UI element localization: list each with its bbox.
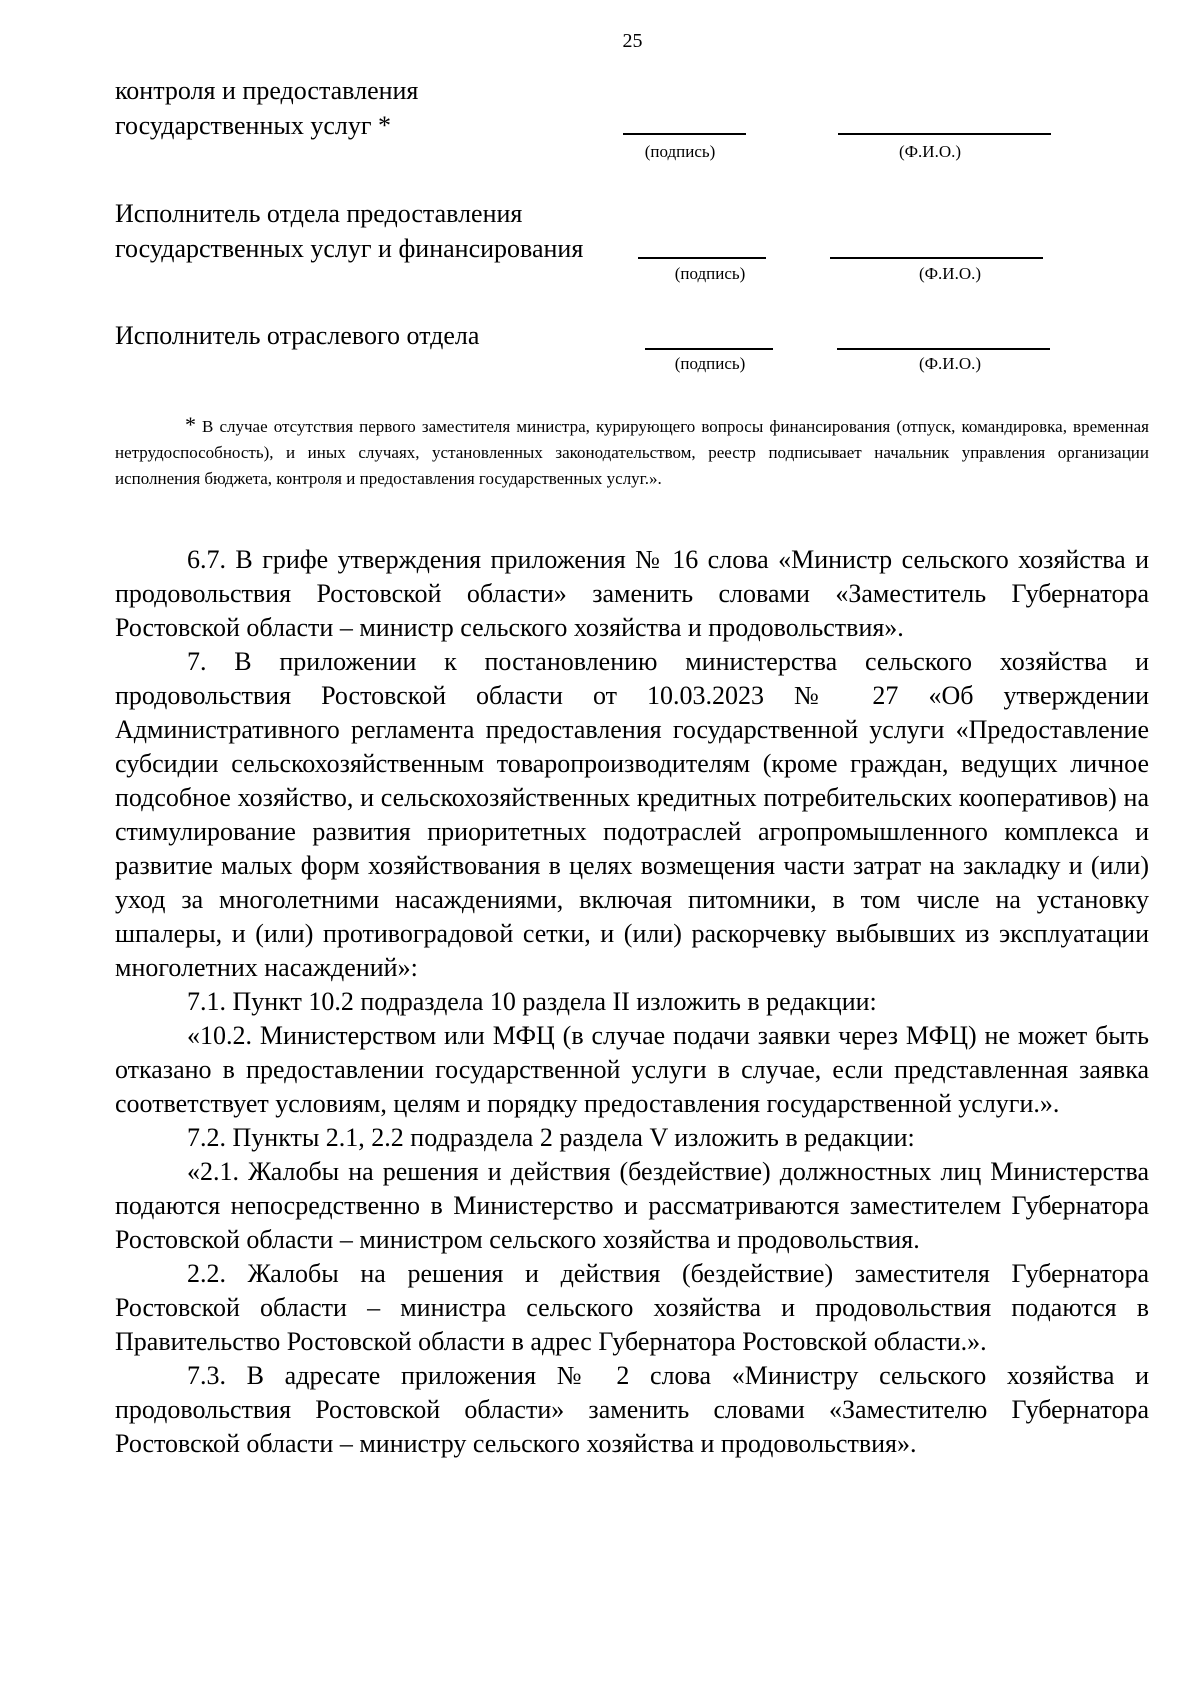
signature-caption: (подпись)	[674, 354, 746, 373]
signature-line	[638, 257, 766, 259]
signature-label-line: государственных услуг *	[115, 111, 392, 140]
signature-caption: (подпись)	[674, 264, 746, 283]
name-line	[837, 348, 1050, 350]
page-number: 25	[622, 30, 643, 52]
paragraph-7-1: 7.1. Пункт 10.2 подраздела 10 раздела II изложить в редакции:	[187, 987, 877, 1016]
signature-label-line: Исполнитель отраслевого отдела	[115, 321, 480, 350]
footnote	[115, 412, 1149, 492]
name-caption: (Ф.И.О.)	[918, 354, 982, 373]
signature-caption: (подпись)	[644, 142, 716, 161]
signature-label-finance	[115, 196, 583, 266]
name-line	[830, 257, 1043, 259]
paragraph-7: 7. В приложении к постановлению министерства сельского хозяйства и продовольствия Ростовской области от 10.03.2023 № 27 «Об утверждении Административного регламента предоставления государственной услуги «Предоставление субсидии сельскохозяйственным товаропроизводителям (кроме граждан, ведущих личное подсобное хозяйство, и сельскохозяйственных кредитных потребительских кооперативов) на стимулирование развития приоритетных подотраслей агропромышленного комплекса и развитие малых форм хозяйствования в целях возмещения части затрат на закладку и (или) уход за многолетними насаждениями, включая питомники, в том числе на установку шпалеры, и (или) противоградовой сетки, и (или) раскорчевку выбывших из эксплуатации многолетних насаждений»:	[115, 647, 1149, 982]
paragraph-7-3: 7.3. В адресате приложения № 2 слова «Министру сельского хозяйства и продовольствия Ростовской области» заменить словами «Заместителю Губернатора Ростовской области – министру сельского хозяйства и продовольствия».	[115, 1361, 1149, 1458]
footnote-marker: *	[185, 412, 196, 437]
signature-label-control	[115, 73, 418, 143]
main-text	[115, 543, 1149, 1461]
signature-label-line: государственных услуг и финансирования	[115, 234, 584, 263]
paragraph-2-2: 2.2. Жалобы на решения и действия (бездействие) заместителя Губернатора Ростовской области – министра сельского хозяйства и продовольствия подаются в Правительство Ростовской области в адрес Губернатора Ростовской области.».	[115, 1259, 1149, 1356]
signature-label-branch	[115, 318, 479, 353]
signature-label-line: Исполнитель отдела предоставления	[115, 199, 523, 228]
paragraph-6-7: 6.7. В грифе утверждения приложения № 16 слова «Министр сельского хозяйства и продовольствия Ростовской области» заменить словами «Заместитель Губернатора Ростовской области – министр сельского хозяйства и продовольствия».	[115, 545, 1149, 642]
signature-line	[645, 348, 773, 350]
signature-label-line: контроля и предоставления	[115, 76, 419, 105]
paragraph-2-1: «2.1. Жалобы на решения и действия (бездействие) должностных лиц Министерства подаются непосредственно в Министерство и рассматриваются заместителем Губернатора Ростовской области – министром сельского хозяйства и продовольствия.	[115, 1157, 1149, 1254]
signature-line	[623, 133, 746, 135]
name-caption: (Ф.И.О.)	[898, 142, 962, 161]
footnote-text: В случае отсутствия первого заместителя министра, курирующего вопросы финансирования (отпуск, командировка, временная нетрудоспособность), и иных случаях, установленных законодательством, реестр подписывает начальник управления организации исполнения бюджета, контроля и предоставления государственных услуг.».	[115, 417, 1149, 488]
name-caption: (Ф.И.О.)	[918, 264, 982, 283]
name-line	[838, 133, 1051, 135]
paragraph-7-2: 7.2. Пункты 2.1, 2.2 подраздела 2 раздела V изложить в редакции:	[187, 1123, 915, 1152]
paragraph-10-2: «10.2. Министерством или МФЦ (в случае подачи заявки через МФЦ) не может быть отказано в предоставлении государственной услуги в случае, если представленная заявка соответствует условиям, целям и порядку предоставления государственной услуги.».	[115, 1021, 1149, 1118]
